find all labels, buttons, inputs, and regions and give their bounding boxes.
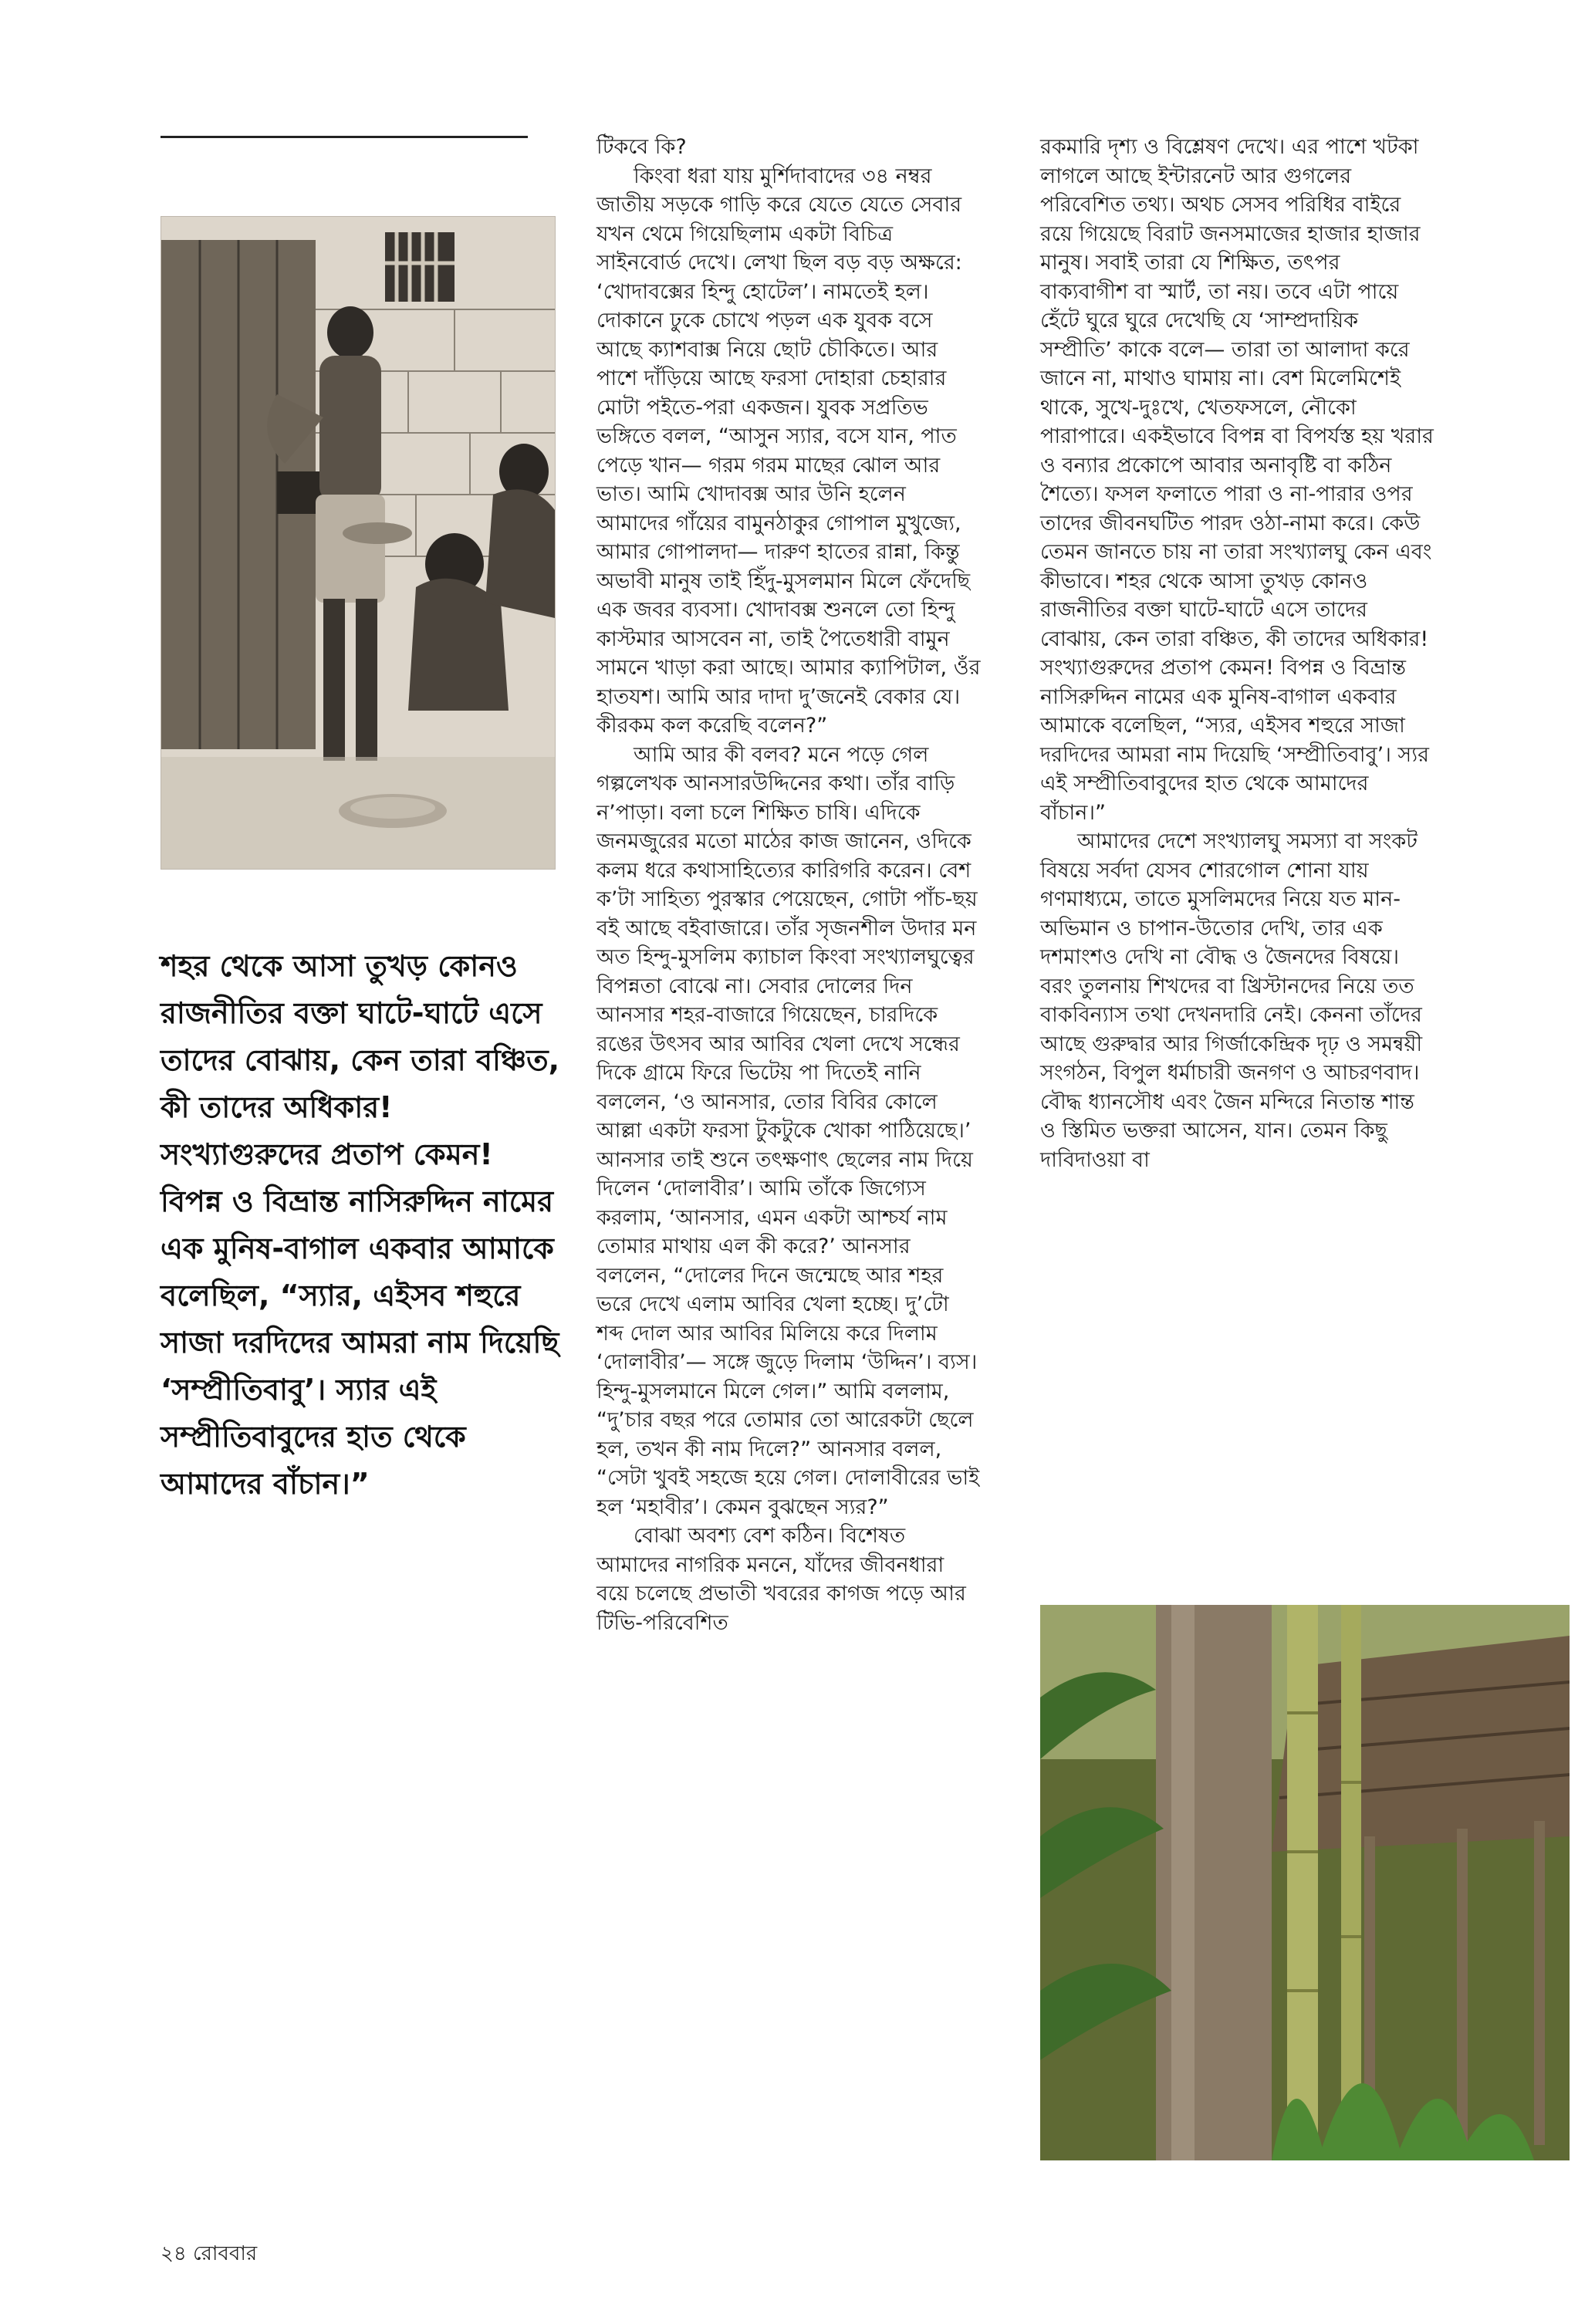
article-column-right [1040,133,1434,1174]
pull-quote: শহর থেকে আসা তুখড় কোনও রাজনীতির বক্তা ঘাটে-ঘাটে এসে তাদের বোঝায়, কেন তারা বঞ্চিত, কী তাদের অধিকার! সংখ্যাগুরুদের প্রতাপ কেমন! বিপন্ন ও বিভ্রান্ত নাসিরুদ্দিন নামের এক মুনিষ-বাগাল একবার আমাকে বলেছিল, “স্যার, এইসব শহুরে সাজা দরদিদের আমরা নাম দিয়েছি ‘সম্প্রীতিবাবু’। স্যার এই সম্প্রীতিবাবুদের হাত থেকে আমাদের বাঁচান।” [161,949,560,1501]
page-number: ২৪ [161,2242,187,2265]
article-column-middle [596,133,982,1637]
page-footer [161,2238,257,2272]
prison-scene-image [161,217,555,869]
paragraph: কিংবা ধরা যায় মুর্শিদাবাদের ৩৪ নম্বর জাতীয় সড়কে গাড়ি করে যেতে যেতে সেবার যখন থেমে গিয়েছিলাম একটা বিচিত্র সাইনবোর্ড দেখে। লেখা ছিল বড় বড় অক্ষরে: ‘খোদাবক্সের হিন্দু হোটেল’। নামতেই হল। দোকানে ঢুকে চোখে পড়ল এক যুবক বসে আছে ক্যাশবাক্স নিয়ে ছোট চৌকিতে। আর পাশে দাঁড়িয়ে আছে ফরসা দোহারা চেহারার মোটা পইতে-পরা একজন। যুবক সপ্রতিভ ভঙ্গিতে বলল, “আসুন স্যার, বসে যান, পাত পেড়ে খান— গরম গরম মাছের ঝোল আর ভাত। আমি খোদাবক্স আর উনি হলেন আমাদের গাঁয়ের বামুনঠাকুর গোপাল মুখুজ্যে, আমার গোপালদা— দারুণ হাতের রান্না, কিন্তু অভাবী মানুষ তাই হিঁদু-মুসলমান মিলে ফেঁদেছি এক জবর ব্যবসা। খোদাবক্স শুনলে তো হিন্দু কাস্টমার আসবেন না, তাই পৈতেধারী বামুন সামনে খাড়া করা আছে। আমার ক্যাপিটাল, ওঁর হাতযশ। আমি আর দাদা দু’জনেই বেকার যে। কীরকম কল করেছি বলেন?” [596,164,981,738]
village-photo [1040,1605,1570,2160]
paragraph: টিকবে কি? [596,135,687,159]
engraving-illustration [161,216,556,870]
paragraph: আমাদের দেশে সংখ্যালঘু সমস্যা বা সংকট বিষয়ে সর্বদা যেসব শোরগোল শোনা যায় গণমাধ্যমে, তাতে মুসলিমদের নিয়ে যত মান-অভিমান ও চাপান-উতোর দেখি, তার এক দশমাংশও দেখি না বৌদ্ধ ও জৈনদের বিষয়ে। বরং তুলনায় শিখদের বা খ্রিস্টানদের নিয়ে তত বাকবিন্যাস তথা দেখনদারি নেই। কেননা তাঁদের আছে গুরুদ্বার আর গির্জাকেন্দ্রিক দৃঢ় ও সমন্বয়ী সংগঠন, বিপুল ধর্মাচারী জনগণ ও আচরণবাদ। বৌদ্ধ ধ্যানসৌধ এবং জৈন মন্দিরে নিতান্ত শান্ত ও স্তিমিত ভক্তরা আসেন, যান। তেমন কিছু দাবিদাওয়া বা [1040,829,1423,1172]
bamboo-hut-image [1040,1605,1570,2160]
header-rule [161,136,528,138]
paragraph: বোঝা অবশ্য বেশ কঠিন। বিশেষত আমাদের নাগরিক মননে, যাঁদের জীবনধারা বয়ে চলেছে প্রভাতী খবরের কাগজ পড়ে আর টিভি-পরিবেশিত [596,1524,966,1635]
magazine-name: রোববার [193,2242,258,2265]
paragraph: রকমারি দৃশ্য ও বিশ্লেষণ দেখে। এর পাশে খটকা লাগলে আছে ইন্টারনেট আর গুগলের পরিবেশিত তথ্য। অথচ সেসব পরিধির বাইরে রয়ে গিয়েছে বিরাট জনসমাজের হাজার হাজার মানুষ। সবাই তারা যে শিক্ষিত, তৎপর বাক্যবাগীশ বা স্মার্ট, তা নয়। তবে এটা পায়ে হেঁটে ঘুরে ঘুরে দেখেছি যে ‘সাম্প্রদায়িক সম্প্রীতি’ কাকে বলে— তারা তা আলাদা করে জানে না, মাথাও ঘামায় না। বেশ মিলেমিশেই থাকে, সুখে-দুঃখে, খেতফসলে, নৌকো পারাপারে। একইভাবে বিপন্ন বা বিপর্যস্ত হয় খরার ও বন্যার প্রকোপে আবার অনাবৃষ্টি বা কঠিন শৈত্যে। ফসল ফলাতে পারা ও না-পারার ওপর তাদের জীবনঘটিত পারদ ওঠা-নামা করে। কেউ তেমন জানতে চায় না তারা সংখ্যালঘু কেন এবং কীভাবে। শহর থেকে আসা তুখড় কোনও রাজনীতির বক্তা ঘাটে-ঘাটে এসে তাদের বোঝায়, কেন তারা বঞ্চিত, কী তাদের অধিকার! সংখ্যাগুরুদের প্রতাপ কেমন! বিপন্ন ও বিভ্রান্ত নাসিরুদ্দিন নামের এক মুনিষ-বাগাল একবার আমাকে বলেছিল, “স্যর, এইসব শহুরে সাজা দরদিদের আমরা নাম দিয়েছি ‘সম্প্রীতিবাবু’। স্যর এই সম্প্রীতিবাবুদের হাত থেকে আমাদের বাঁচান।” [1040,135,1434,825]
paragraph: আমি আর কী বলব? মনে পড়ে গেল গল্পলেখক আনসারউদ্দিনের কথা। তাঁর বাড়ি ন’পাড়া। বলা চলে শিক্ষিত চাষি। এদিকে জনমজুরের মতো মাঠের কাজ জানেন, ওদিকে কলম ধরে কথাসাহিত্যের কারিগরি করেন। বেশ ক’টা সাহিত্য পুরস্কার পেয়েছেন, গোটা পাঁচ-ছয় বই আছে বইবাজারে। তাঁর সৃজনশীল উদার মন অত হিন্দু-মুসলিম ক্যাচাল কিংবা সংখ্যালঘুত্বের বিপন্নতা বোঝে না। সেবার দোলের দিন আনসার শহর-বাজারে গিয়েছেন, চারদিকে রঙের উৎসব আর আবির খেলা দেখে সন্ধের দিকে গ্রামে ফিরে ভিটেয় পা দিতেই নানি বললেন, ‘ও আনসার, তোর বিবির কোলে আল্লা একটা ফরসা টুকটুকে খোকা পাঠিয়েছে।’ আনসার তাই শুনে তৎক্ষণাৎ ছেলের নাম দিয়ে দিলেন ‘দোলাবীর’। আমি তাঁকে জিগ্যেস করলাম, ‘আনসার, এমন একটা আশ্চর্য নাম তোমার মাথায় এল কী করে?’ আনসার বললেন, “দোলের দিনে জন্মেছে আর শহর ভরে দেখে এলাম আবির খেলা হচ্ছে। দু’টো শব্দ দোল আর আবির মিলিয়ে করে দিলাম ‘দোলাবীর’— সঙ্গে জুড়ে দিলাম ‘উদ্দিন’। ব্যস। হিন্দু-মুসলমানে মিলে গেল।” আমি বললাম, “দু’চার বছর পরে তোমার তো আরেকটা ছেলে হল, তখন কী নাম দিলে?” আনসার বলল, “সেটা খুবই সহজে হয়ে গেল। দোলাবীরের ভাই হল ‘মহাবীর’। কেমন বুঝছেন স্যর?” [596,742,980,1519]
